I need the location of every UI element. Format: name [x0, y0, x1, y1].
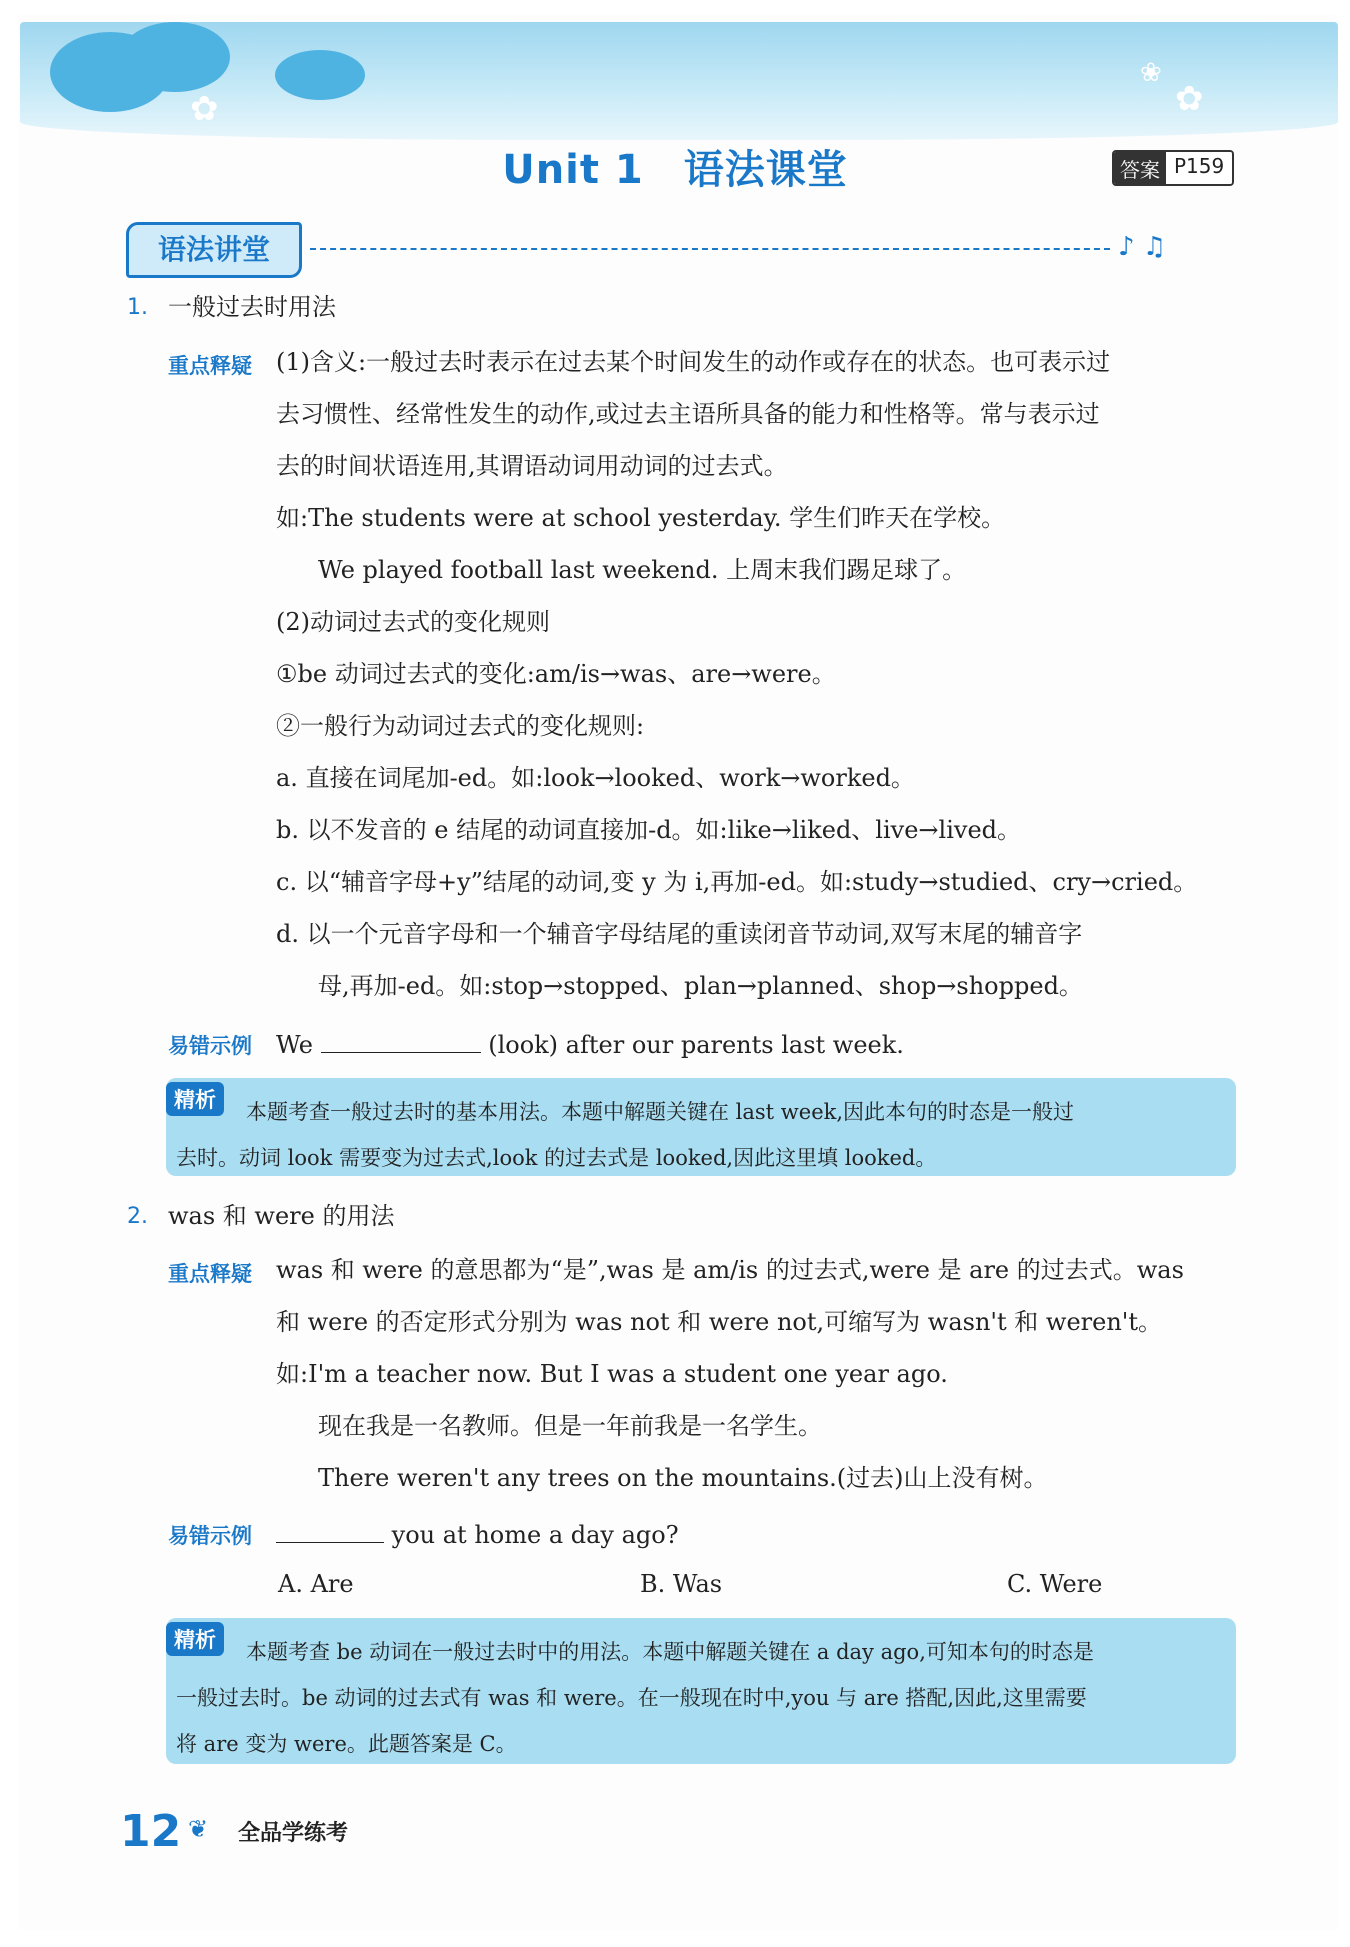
text-line: 和 were 的否定形式分别为 was not 和 were not,可缩写为 wasn't 和 weren't。: [276, 1308, 1163, 1336]
key-label: 重点释疑: [168, 1262, 252, 1286]
text-line: ①be 动词过去式的变化:am/is→was、are→were。: [276, 660, 836, 688]
analysis-label: 精析: [166, 1622, 224, 1656]
text-line: 去的时间状语连用,其谓语动词用动词的过去式。: [276, 452, 788, 480]
text-line: ②一般行为动词过去式的变化规则:: [276, 712, 645, 740]
dashed-divider: [310, 248, 1110, 250]
answer-blank[interactable]: [276, 1520, 384, 1543]
text-line: 现在我是一名教师。但是一年前我是一名学生。: [318, 1412, 822, 1440]
analysis-line: 将 are 变为 were。此题答案是 C。: [176, 1732, 517, 1756]
option-c[interactable]: C. Were: [1007, 1570, 1103, 1598]
analysis-line: 本题考查 be 动词在一般过去时中的用法。本题中解题关键在 a day ago,可知本句的时态是: [246, 1640, 1094, 1664]
analysis-label: 精析: [166, 1082, 224, 1116]
mistake-label: 易错示例: [168, 1524, 252, 1548]
analysis-line: 去时。动词 look 需要变为过去式,look 的过去式是 looked,因此这里填 looked。: [176, 1146, 937, 1170]
mistake-question: [276, 1520, 679, 1547]
answer-badge: [1112, 150, 1234, 186]
music-notes-icon: ♪ ♫: [1118, 232, 1167, 262]
flower-icon: ✿: [190, 89, 219, 129]
unit-label: Unit 1: [502, 147, 644, 193]
text-line: (2)动词过去式的变化规则: [276, 608, 550, 636]
text-line: d. 以一个元音字母和一个辅音字母结尾的重读闭音节动词,双写末尾的辅音字: [276, 920, 1083, 948]
item-heading: 一般过去时用法: [168, 293, 336, 321]
cloud-icon: [275, 50, 365, 100]
butterfly-icon: ❀: [1140, 58, 1162, 88]
answer-page: P159: [1166, 152, 1232, 184]
text-line: 母,再加-ed。如:stop→stopped、plan→planned、shop→shopped。: [318, 972, 1083, 1000]
text-line: c. 以“辅音字母+y”结尾的动词,变 y 为 i,再加-ed。如:study→studied、cry→cried。: [276, 868, 1198, 896]
page-number: 12: [120, 1806, 182, 1857]
brand-name: 全品学练考: [238, 1821, 349, 1846]
header-banner: [20, 22, 1338, 140]
section-tag: 语法讲堂: [126, 222, 302, 278]
text-line: There weren't any trees on the mountains.(过去)山上没有树。: [318, 1464, 1048, 1492]
text-line: 如:I'm a teacher now. But I was a student one year ago.: [276, 1360, 948, 1388]
mistake-text: (look) after our parents last week.: [488, 1031, 904, 1059]
text-line: 如:The students were at school yesterday. 学生们昨天在学校。: [276, 504, 1006, 532]
mistake-label: 易错示例: [168, 1034, 252, 1058]
analysis-line: 一般过去时。be 动词的过去式有 was 和 were。在一般现在时中,you 与 are 搭配,因此,这里需要: [176, 1686, 1087, 1710]
title-text: 语法课堂: [683, 147, 848, 193]
cloud-icon: [120, 22, 230, 92]
flower-icon: ✿: [1175, 79, 1204, 119]
item-heading: was 和 were 的用法: [168, 1202, 395, 1230]
analysis-line: 本题考查一般过去时的基本用法。本题中解题关键在 last week,因此本句的时态是一般过: [246, 1100, 1075, 1124]
answer-label: 答案: [1114, 152, 1166, 184]
sprout-icon: ❦: [188, 1815, 209, 1843]
text-line: (1)含义:一般过去时表示在过去某个时间发生的动作或存在的状态。也可表示过: [276, 348, 1111, 376]
text-line: We played football last weekend. 上周末我们踢足球了。: [318, 556, 967, 584]
text-line: 去习惯性、经常性发生的动作,或过去主语所具备的能力和性格等。常与表示过: [276, 400, 1100, 428]
mistake-question: [276, 1030, 904, 1057]
text-line: b. 以不发音的 e 结尾的动词直接加-d。如:like→liked、live→lived。: [276, 816, 1022, 844]
item-number: 2.: [127, 1204, 148, 1229]
key-label: 重点释疑: [168, 354, 252, 378]
item-number: 1.: [127, 295, 148, 320]
mistake-text: We: [276, 1031, 313, 1059]
mistake-text: you at home a day ago?: [391, 1521, 679, 1549]
answer-blank[interactable]: [321, 1030, 481, 1053]
option-b[interactable]: B. Was: [640, 1570, 723, 1598]
option-a[interactable]: A. Are: [278, 1570, 354, 1598]
text-line: a. 直接在词尾加-ed。如:look→looked、work→worked。: [276, 764, 915, 792]
text-line: was 和 were 的意思都为“是”,was 是 am/is 的过去式,were 是 are 的过去式。was: [276, 1256, 1184, 1284]
